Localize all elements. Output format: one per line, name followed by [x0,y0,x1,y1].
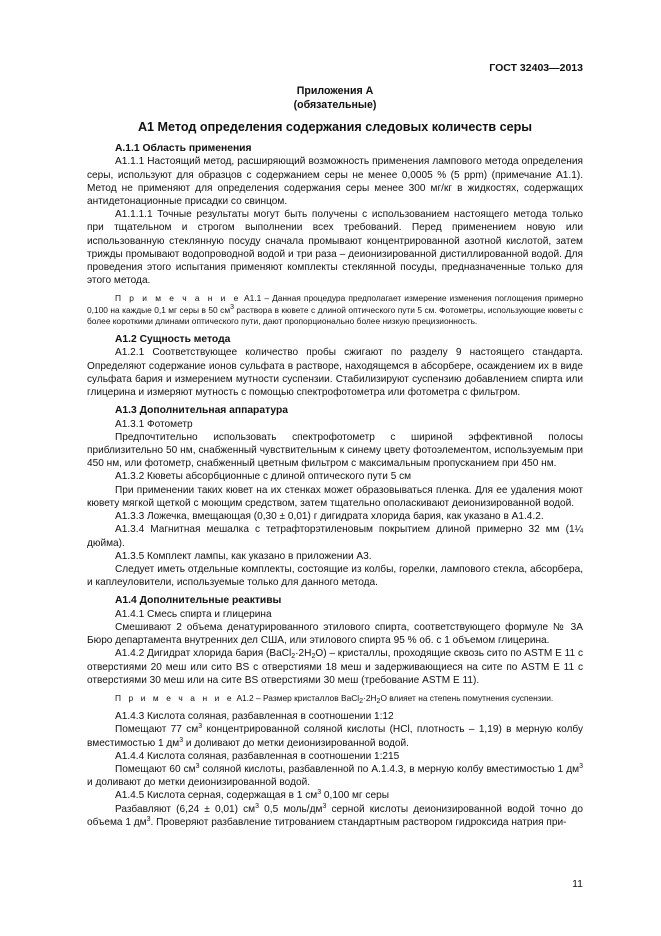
paragraph: А1.4.1 Смесь спирта и глицерина [115,608,272,620]
paragraph: При применении таких кювет на их стенках может образовываться пленка. Для ее удаления моют кювету мягкой щеткой с моющим средством, затем тщательно ополаскивают деионизированной водой. [87,484,583,509]
appendix-status: (обязательные) [293,99,377,111]
paragraph: А1.3.2 Кюветы абсорбционные с длиной оптического пути 5 см [115,471,412,483]
paragraph: А1.4.3 Кислота соляная, разбавленная в соотношении 1:12 [115,711,394,723]
paragraph: Смешивают 2 объема денатурированного этилового спирта, соответствующего формуле № 3А Бюро департамента внутренних дел США, или этилового спирта 95 % об. с 1 объемом глицерина. [87,621,583,647]
paragraph: Разбавляют (6,24 ± 0,01) $см^3$ 0,5 моль/$дм^3$ серной кислоты деионизированной водой точно до объема 1 $дм^3$. Проверяют разбавление титрованием стандартным раствором гидроксида натрия при- [87,802,583,828]
paragraph: А1.3.5 Комплект лампы, как указано в приложении А3. [115,550,372,562]
standard-number: ГОСТ 32403—2013 [489,62,583,74]
paragraph: А1.3.1 Фотометр [115,418,193,430]
paragraph: А1.4.4 Кислота соляная, разбавленная в соотношении 1:215 [115,750,400,762]
page-content [87,84,583,829]
appendix-title: Приложения А [296,85,374,97]
superscript: 3 [230,303,234,311]
note-label: П р и м е ч а н и е [115,293,241,304]
paragraph: А1.1.1 Настоящий метод, расширяющий возможность применения лампового метода определения серы, используют для образцов с содержанием серы не менее 0,0005 % (5 ppm) (примечание А1.1). Метод не применяют для определения содержания серы менее 300 мг/кг в жидкостях, содержащих антидетонационные присадки со свинцом. [87,156,583,208]
paragraph: Помещают 77 $см^3$ концентрированной соляной кислоты (HCl, плотность – 1,19) в мерную колбу вместимостью 1 $дм^3$ и доливают до метки деионизированной водой. [87,723,584,749]
paragraph: А1.4.5 Кислота серная, содержащая в 1 $см^3$ 0,100 мг серы [115,789,389,802]
paragraph: А1.2.1 Соответствующее количество пробы сжигают по разделу 9 настоящего стандарта. Определяют содержание ионов сульфата в растворе, находящемся в абсорбере, осаждением их в виде сульфата бария и измерением мутности суспензии. Стабилизируют суспензию добавлением спирта или глицерина и измеряют мутность с помощью спектрофотометра или фотометра с фильтром. [87,347,583,399]
section-heading-scope: А.1.1 Область применения [115,143,252,154]
paragraph: А1.4.2 Дигидрат хлорида бария $(BaCl_2\cdot 2H_2O)$ – кристаллы, проходящие сквозь сито по ASTM E 11 с отверстиями 20 меш или сито BS с отверстиями 18 меш и задерживающиеся на сите по ASTM E 11 с отверстиями 30 меш или на сите BS отверстиями 30 меш (требование ASTM E 11). [87,648,583,686]
main-heading: А1 Метод определения содержания следовых количеств серы [137,120,533,134]
section-heading-apparatus: А1.3 Дополнительная аппаратура [115,405,288,417]
paragraph: А1.1.1.1 Точные результаты могут быть получены с использованием настоящего метода только при тщательном и строгом выполнении всех требований. Перед применением новую или использованную стеклянную посуду сначала промывают концентрированной азотной кислотой, затем трижды промывают водопроводной водой и три раза – деионизированной дистиллированной водой. Для проведения этого испытания применяют комплекты стеклянной посуды, предназначенные только для этого метода. [87,209,583,287]
paragraph: А1.3.3 Ложечка, вмещающая (0,30 ± 0,01) г дигидрата хлорида бария, как указано в А1.4.2. [115,511,544,523]
section-heading-reagents: А1.4 Дополнительные реактивы [115,595,282,607]
note [87,293,583,327]
paragraph: А1.3.4 Магнитная мешалка с тетрафторэтиленовым покрытием длиной примерно 32 мм (1¼ дюйма). [87,524,583,549]
note: П р и м е ч а н и е А1.2 – Размер кристаллов $BaCl_2\cdot 2H_2O$ влияет на степень помутнения суспензии. [115,692,554,705]
paragraph: Предпочтительно использовать спектрофотометр с шириной эффективной полосы приблизительно 50 нм, снабженный чувствительным к синему цвету фотоэлементом, используемым при 450 нм, или фотометр, снабженный цветным фильтром с максимальным пропусканием при 450 нм. [87,431,583,470]
note-text: раствора в кювете с длиной оптического пути 5 см. Фотометры, использующие кюветы с более короткими длинами оптического пути, дают пропорционально более низкую прецизионность. [87,304,583,326]
section-heading-principle: А1.2 Сущность метода [115,334,231,346]
note-label: П р и м е ч а н и е [115,692,235,703]
page-number: 11 [572,878,583,890]
note-text: А1.1 – Данная процедура предполагает измерение изменения поглощения примерно 0,100 на каждые 0,1 мг серы в 50 см [87,293,584,315]
paragraph: Следует иметь отдельные комплекты, состоящие из колбы, горелки, лампового стекла, абсорбера, и каплеуловители, используемые только для данного метода. [87,563,583,589]
paragraph: Помещают 60 $см^3$ соляной кислоты, разбавленной по А.1.4.3, в мерную колбу вместимостью 1 $дм^3$ и доливают до метки деионизированной водой. [87,762,583,789]
